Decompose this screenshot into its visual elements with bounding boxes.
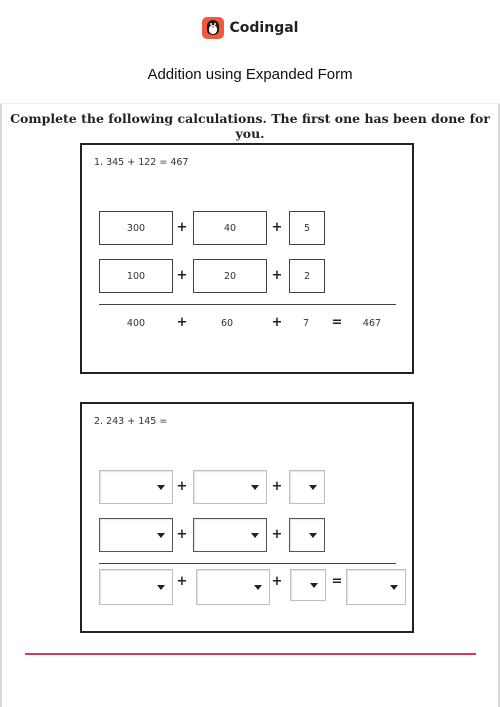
q2-sum-hundreds-select[interactable] xyxy=(99,569,173,605)
q2-row2-plus-2: + xyxy=(271,527,283,542)
brand xyxy=(0,17,500,39)
penguin-icon xyxy=(202,17,224,39)
chevron-down-icon xyxy=(157,485,165,490)
q2-equals: = xyxy=(331,574,343,589)
q1-row1-hundreds: 300 xyxy=(99,211,173,245)
header-band xyxy=(0,0,500,104)
q2-sum-rule xyxy=(99,563,396,564)
q2-row2-hundreds-select[interactable] xyxy=(99,518,173,552)
q2-row2-ones-select[interactable] xyxy=(289,518,325,552)
q2-sum-tens-select[interactable] xyxy=(196,569,270,605)
chevron-down-icon xyxy=(157,533,165,538)
left-edge xyxy=(0,104,2,707)
q1-row2-tens: 20 xyxy=(193,259,267,293)
q2-row1-tens-select[interactable] xyxy=(193,470,267,504)
q1-sum-plus-1: + xyxy=(176,315,188,330)
q2-row2-plus-1: + xyxy=(176,527,188,542)
footer-divider xyxy=(25,653,476,655)
page-title: Addition using Expanded Form xyxy=(147,66,353,83)
q1-row2-hundreds: 100 xyxy=(99,259,173,293)
brand-name: Codingal xyxy=(229,20,299,36)
q1-sum-ones: 7 xyxy=(302,318,310,329)
q1-sum-tens: 60 xyxy=(220,318,234,329)
q2-row1-hundreds-select[interactable] xyxy=(99,470,173,504)
q2-sum-plus-2: + xyxy=(271,574,283,589)
q2-sum-total-select[interactable] xyxy=(346,569,406,605)
chevron-down-icon xyxy=(157,585,165,590)
chevron-down-icon xyxy=(251,485,259,490)
q2-sum-ones-select[interactable] xyxy=(290,569,326,601)
instructions: Complete the following calculations. The first one has been done for you. xyxy=(10,111,490,141)
q1-row2-plus-1: + xyxy=(176,268,188,283)
chevron-down-icon xyxy=(310,583,318,588)
q2-row1-plus-2: + xyxy=(271,479,283,494)
q1-sum-plus-2: + xyxy=(271,315,283,330)
chevron-down-icon xyxy=(254,585,262,590)
chevron-down-icon xyxy=(251,533,259,538)
q2-row1-plus-1: + xyxy=(176,479,188,494)
chevron-down-icon xyxy=(309,533,317,538)
q1-row2-plus-2: + xyxy=(271,268,283,283)
q1-sum-total: 467 xyxy=(362,318,382,329)
q1-row2-ones: 2 xyxy=(289,259,325,293)
q1-row1-plus-1: + xyxy=(176,220,188,235)
q1-sum-hundreds: 400 xyxy=(126,318,146,329)
chevron-down-icon xyxy=(309,485,317,490)
q1-row1-plus-2: + xyxy=(271,220,283,235)
chevron-down-icon xyxy=(390,585,398,590)
q2-sum-plus-1: + xyxy=(176,574,188,589)
question-1-label: 1. 345 + 122 = 467 xyxy=(94,157,189,168)
q1-sum-rule xyxy=(99,304,396,305)
q2-row1-ones-select[interactable] xyxy=(289,470,325,504)
question-2-label: 2. 243 + 145 = xyxy=(94,416,168,427)
q1-row1-ones: 5 xyxy=(289,211,325,245)
q1-equals: = xyxy=(331,315,343,330)
q2-row2-tens-select[interactable] xyxy=(193,518,267,552)
q1-row1-tens: 40 xyxy=(193,211,267,245)
